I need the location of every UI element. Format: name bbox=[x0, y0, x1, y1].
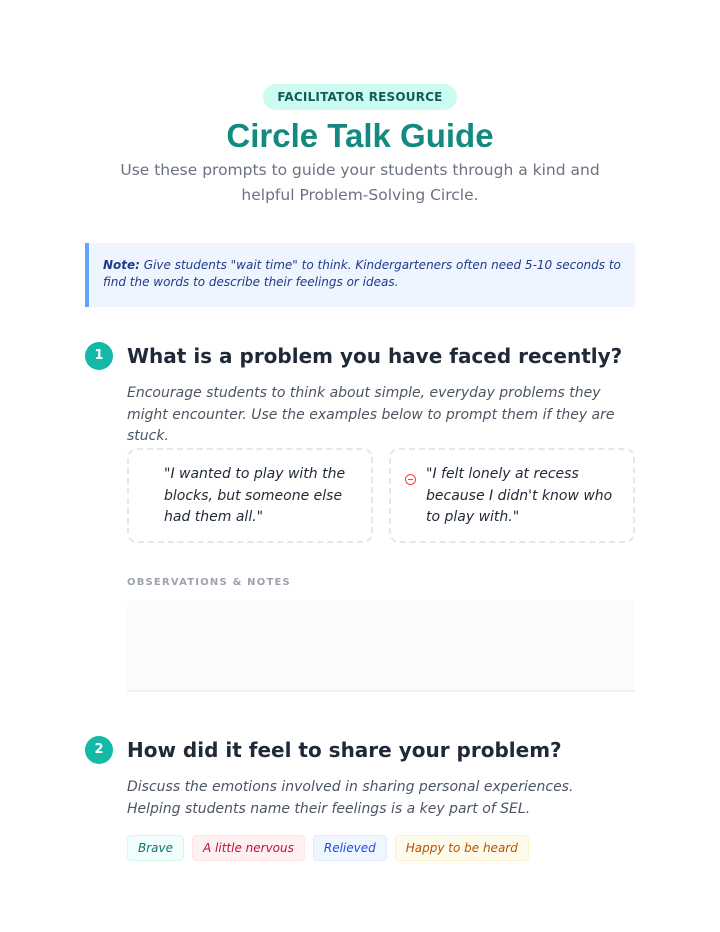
question-title: How did it feel to share your problem? bbox=[127, 738, 562, 762]
question-number: 2 bbox=[85, 736, 113, 764]
page-title: Circle Talk Guide bbox=[226, 117, 494, 154]
question-description: Discuss the emotions involved in sharing personal experiences. Helping students name their feelings is a key part of SEL. bbox=[127, 779, 574, 817]
example-quote: "I felt lonely at recess because I didn't know who to play with." bbox=[426, 466, 613, 525]
feeling-chips bbox=[127, 835, 537, 861]
example-card bbox=[127, 448, 373, 543]
question-description: Encourage students to think about simple, everyday problems they might encounter. Use the examples below to prompt them if they are stuck. bbox=[127, 385, 615, 444]
example-quote: "I wanted to play with the blocks, but someone else had them all." bbox=[164, 466, 346, 525]
question-number: 1 bbox=[85, 342, 113, 370]
sad-face-icon bbox=[405, 474, 416, 485]
question-title: What is a problem you have faced recently? bbox=[127, 344, 623, 368]
notes-textarea[interactable] bbox=[127, 600, 635, 692]
note-label: Note: bbox=[103, 258, 140, 272]
example-card bbox=[389, 448, 635, 543]
page-subtitle: Use these prompts to guide your students through a kind and helpful Problem-Solving Circle. bbox=[120, 161, 600, 204]
page-header bbox=[85, 0, 635, 208]
notes-label: OBSERVATIONS & NOTES bbox=[127, 577, 291, 588]
examples-grid bbox=[127, 448, 635, 543]
feeling-chip[interactable]: Relieved bbox=[313, 835, 387, 861]
feeling-chip[interactable]: Brave bbox=[127, 835, 184, 861]
resource-badge: FACILITATOR RESOURCE bbox=[263, 84, 456, 110]
feeling-chip[interactable]: A little nervous bbox=[192, 835, 305, 861]
note-text: Give students "wait time" to think. Kindergarteners often need 5-10 seconds to find the words to describe their feelings or ideas. bbox=[103, 258, 621, 289]
feeling-chip[interactable]: Happy to be heard bbox=[395, 835, 529, 861]
note-callout bbox=[85, 243, 635, 307]
guide-page bbox=[85, 0, 635, 855]
